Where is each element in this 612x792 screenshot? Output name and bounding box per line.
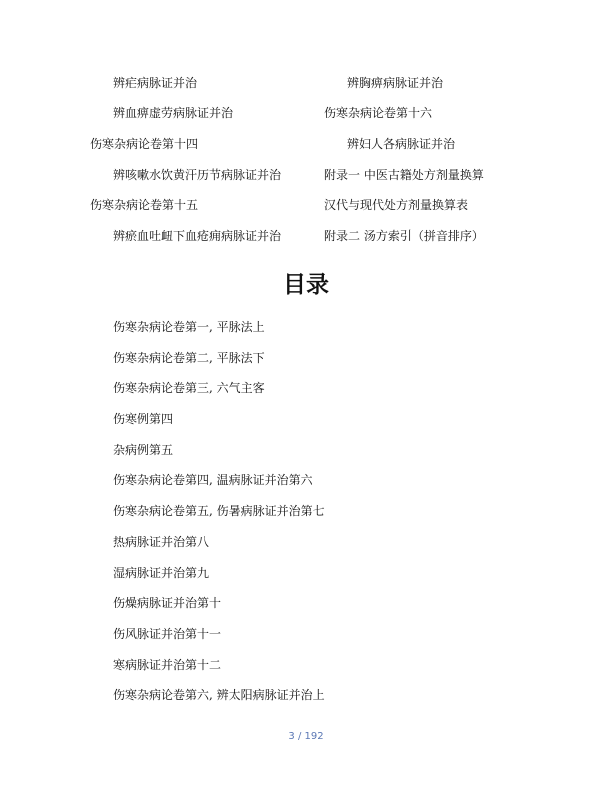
toc-left-item-5[interactable]: 伤寒杂病论卷第十五 [90, 198, 199, 212]
toc-entry-9[interactable]: 湿病脉证并治第九 [113, 566, 210, 580]
toc-entry-6[interactable]: 伤寒杂病论卷第四, 温病脉证并治第六 [113, 473, 313, 487]
toc-entry-11[interactable]: 伤风脉证并治第十一 [113, 627, 222, 641]
toc-entry-10[interactable]: 伤燥病脉证并治第十 [113, 596, 222, 610]
page-number: 3 / 192 [288, 731, 324, 742]
toc-entry-3[interactable]: 伤寒杂病论卷第三, 六气主客 [113, 381, 265, 395]
toc-entry-7[interactable]: 伤寒杂病论卷第五, 伤暑病脉证并治第七 [113, 504, 325, 518]
toc-entry-8[interactable]: 热病脉证并治第八 [113, 535, 210, 549]
toc-right-item-4[interactable]: 附录一 中医古籍处方剂量换算 [324, 168, 484, 182]
page-title: 目录 [283, 272, 329, 298]
toc-entry-2[interactable]: 伤寒杂病论卷第二, 平脉法下 [113, 351, 265, 365]
toc-left-item-1[interactable]: 辨疟病脉证并治 [113, 76, 198, 90]
toc-entry-13[interactable]: 伤寒杂病论卷第六, 辨太阳病脉证并治上 [113, 688, 325, 702]
toc-right-item-6[interactable]: 附录二 汤方索引（拼音排序） [324, 229, 484, 243]
toc-right-item-3[interactable]: 辨妇人各病脉证并治 [347, 137, 456, 151]
toc-left-item-6[interactable]: 辨瘀血吐衄下血疮痈病脉证并治 [113, 229, 282, 243]
toc-entry-5[interactable]: 杂病例第五 [113, 443, 174, 457]
toc-entry-1[interactable]: 伤寒杂病论卷第一, 平脉法上 [113, 320, 265, 334]
toc-left-item-4[interactable]: 辨咳嗽水饮黄汗历节病脉证并治 [113, 168, 282, 182]
toc-right-item-5[interactable]: 汉代与现代处方剂量换算表 [324, 198, 469, 212]
toc-left-item-3[interactable]: 伤寒杂病论卷第十四 [90, 137, 199, 151]
toc-entry-4[interactable]: 伤寒例第四 [113, 412, 174, 426]
toc-entry-12[interactable]: 寒病脉证并治第十二 [113, 658, 222, 672]
toc-right-item-1[interactable]: 辨胸痹病脉证并治 [347, 76, 444, 90]
toc-right-item-2[interactable]: 伤寒杂病论卷第十六 [324, 106, 433, 120]
toc-left-item-2[interactable]: 辨血痹虚劳病脉证并治 [113, 106, 234, 120]
